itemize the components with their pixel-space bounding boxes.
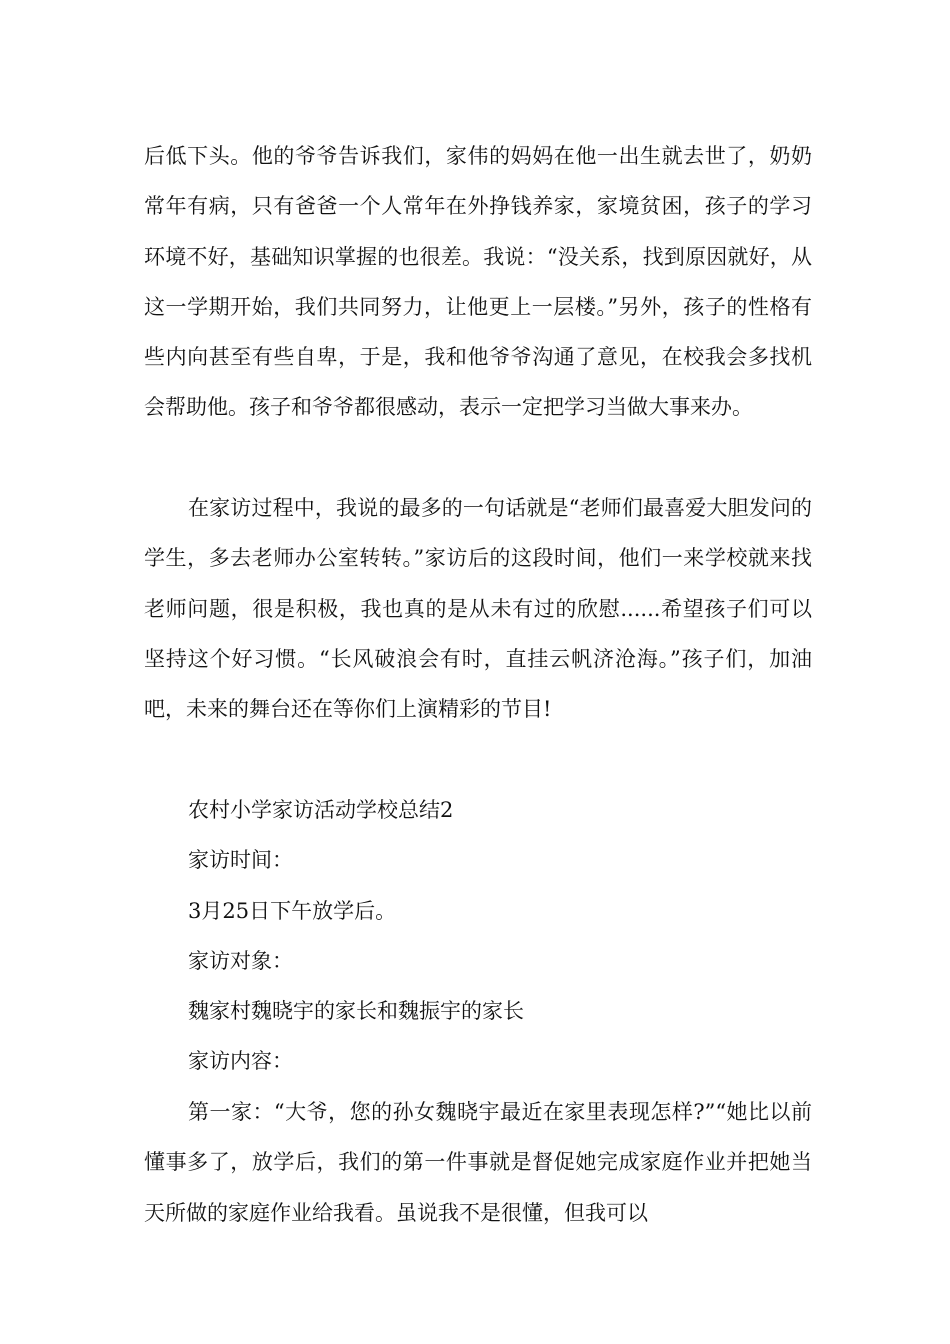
visit-content-label: 家访内容： [188, 1049, 293, 1074]
paragraph-1: 后低下头。他的爷爷告诉我们，家伟的妈妈在他一出生就去世了，奶奶常年有病，只有爸爸一个人常年在外挣钱养家，家境贫困，孩子的学习环境不好，基础知识掌握的也很差。我说：“没关系，找到原因就好，从这一学期开始，我们共同努力，让他更上一层楼。”另外，孩子的性格有些内向甚至有些自卑，于是，我和他爷爷沟通了意见，在校我会多找机会帮助他。孩子和爷爷都很感动，表示一定把学习当做大事来办。 [144, 144, 812, 420]
paragraph-block-2 [144, 483, 812, 734]
paragraph-2: 在家访过程中，我说的最多的一句话就是“老师们最喜爱大胆发问的学生，多去老师办公室转转。”家访后的这段时间，他们一来学校就来找老师问题，很是积极，我也真的是从未有过的欣慰......希望孩子们可以坚持这个好习惯。“长风破浪会有时，直挂云帆济沧海。”孩子们，加油吧，未来的舞台还在等你们上演精彩的节目! [144, 496, 812, 722]
visit-info-block [144, 785, 812, 1087]
visit-target-value: 魏家村魏晓宇的家长和魏振宇的家长 [188, 999, 524, 1024]
visit-time-value: 3月25日下午放学后。 [188, 898, 397, 923]
visit-time-label: 家访时间： [188, 848, 293, 873]
paragraph-block-3 [144, 1087, 812, 1238]
paragraph-3: 第一家：“大爷，您的孙女魏晓宇最近在家里表现怎样?”“她比以前懂事多了，放学后，我们的第一件事就是督促她完成家庭作业并把她当天所做的家庭作业给我看。虽说我不是很懂，但我可以 [144, 1100, 812, 1225]
section-title: 农村小学家访活动学校总结2 [188, 798, 454, 822]
paragraph-block-1 [144, 131, 812, 433]
visit-target-label: 家访对象： [188, 948, 293, 973]
